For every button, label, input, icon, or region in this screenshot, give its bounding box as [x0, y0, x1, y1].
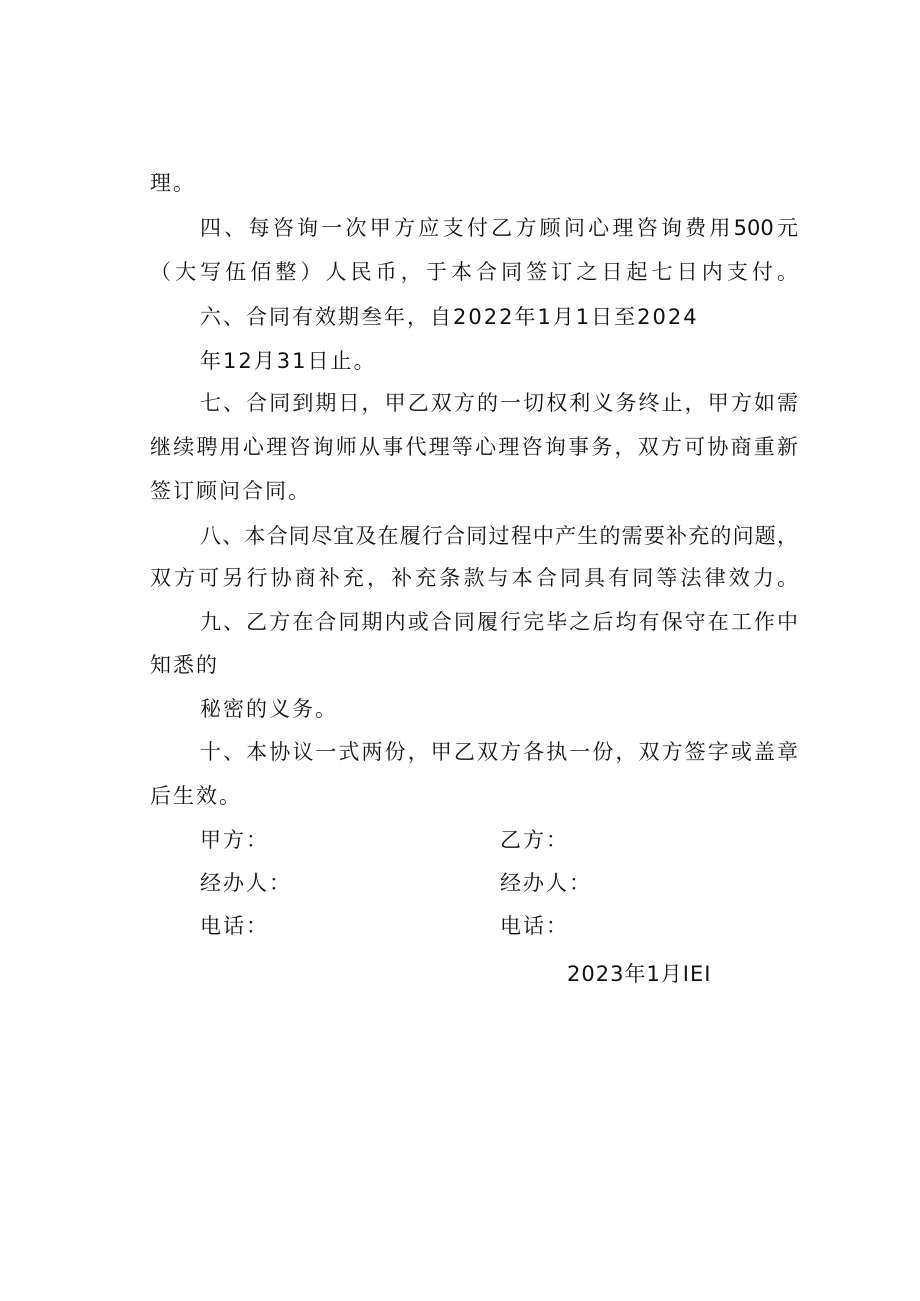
clause-4-line: 四、每咨询一次甲方应支付乙方顾问心理咨询费用500元 — [200, 216, 798, 240]
clause-10-line: 后生效。 — [150, 784, 242, 808]
agent-a-label: 经办人： — [200, 871, 292, 895]
clause-8-line: 八、本合同尽宜及在履行合同过程中产生的需要补充的问题， — [200, 524, 798, 548]
phone-b-label: 电话： — [500, 914, 569, 938]
agent-b-label: 经办人： — [500, 871, 592, 895]
clause-10-line: 十、本协议一式两份，甲乙双方各执一份，双方签字或盖章 — [200, 740, 798, 764]
text-line: 理。 — [150, 171, 196, 195]
phone-a-label: 电话： — [200, 914, 269, 938]
clause-7-line: 七、合同到期日，甲乙双方的一切权利义务终止，甲方如需 — [200, 391, 798, 415]
clause-9-line: 秘密的义务。 — [200, 697, 338, 721]
clause-6-line: 六、合同有效期叁年，自2022年1月1日至2024 — [200, 305, 699, 329]
clause-6-line: 年12月31日止。 — [200, 349, 377, 373]
party-b-label: 乙方： — [500, 828, 569, 852]
clause-7-line: 继续聘用心理咨询师从事代理等心理咨询事务，双方可协商重新 — [150, 435, 798, 459]
signing-date: 2023年1月IEI — [567, 962, 712, 986]
clause-8-line: 双方可另行协商补充，补充条款与本合同具有同等法律效力。 — [150, 566, 798, 590]
party-a-label: 甲方： — [200, 828, 269, 852]
clause-4-line: （大写伍佰整）人民币，于本合同签订之日起七日内支付。 — [150, 260, 798, 284]
clause-7-line: 签订顾问合同。 — [150, 479, 311, 503]
clause-9-line: 知悉的 — [150, 653, 219, 677]
clause-9-line: 九、乙方在合同期内或合同履行完毕之后均有保守在工作中 — [200, 610, 798, 634]
